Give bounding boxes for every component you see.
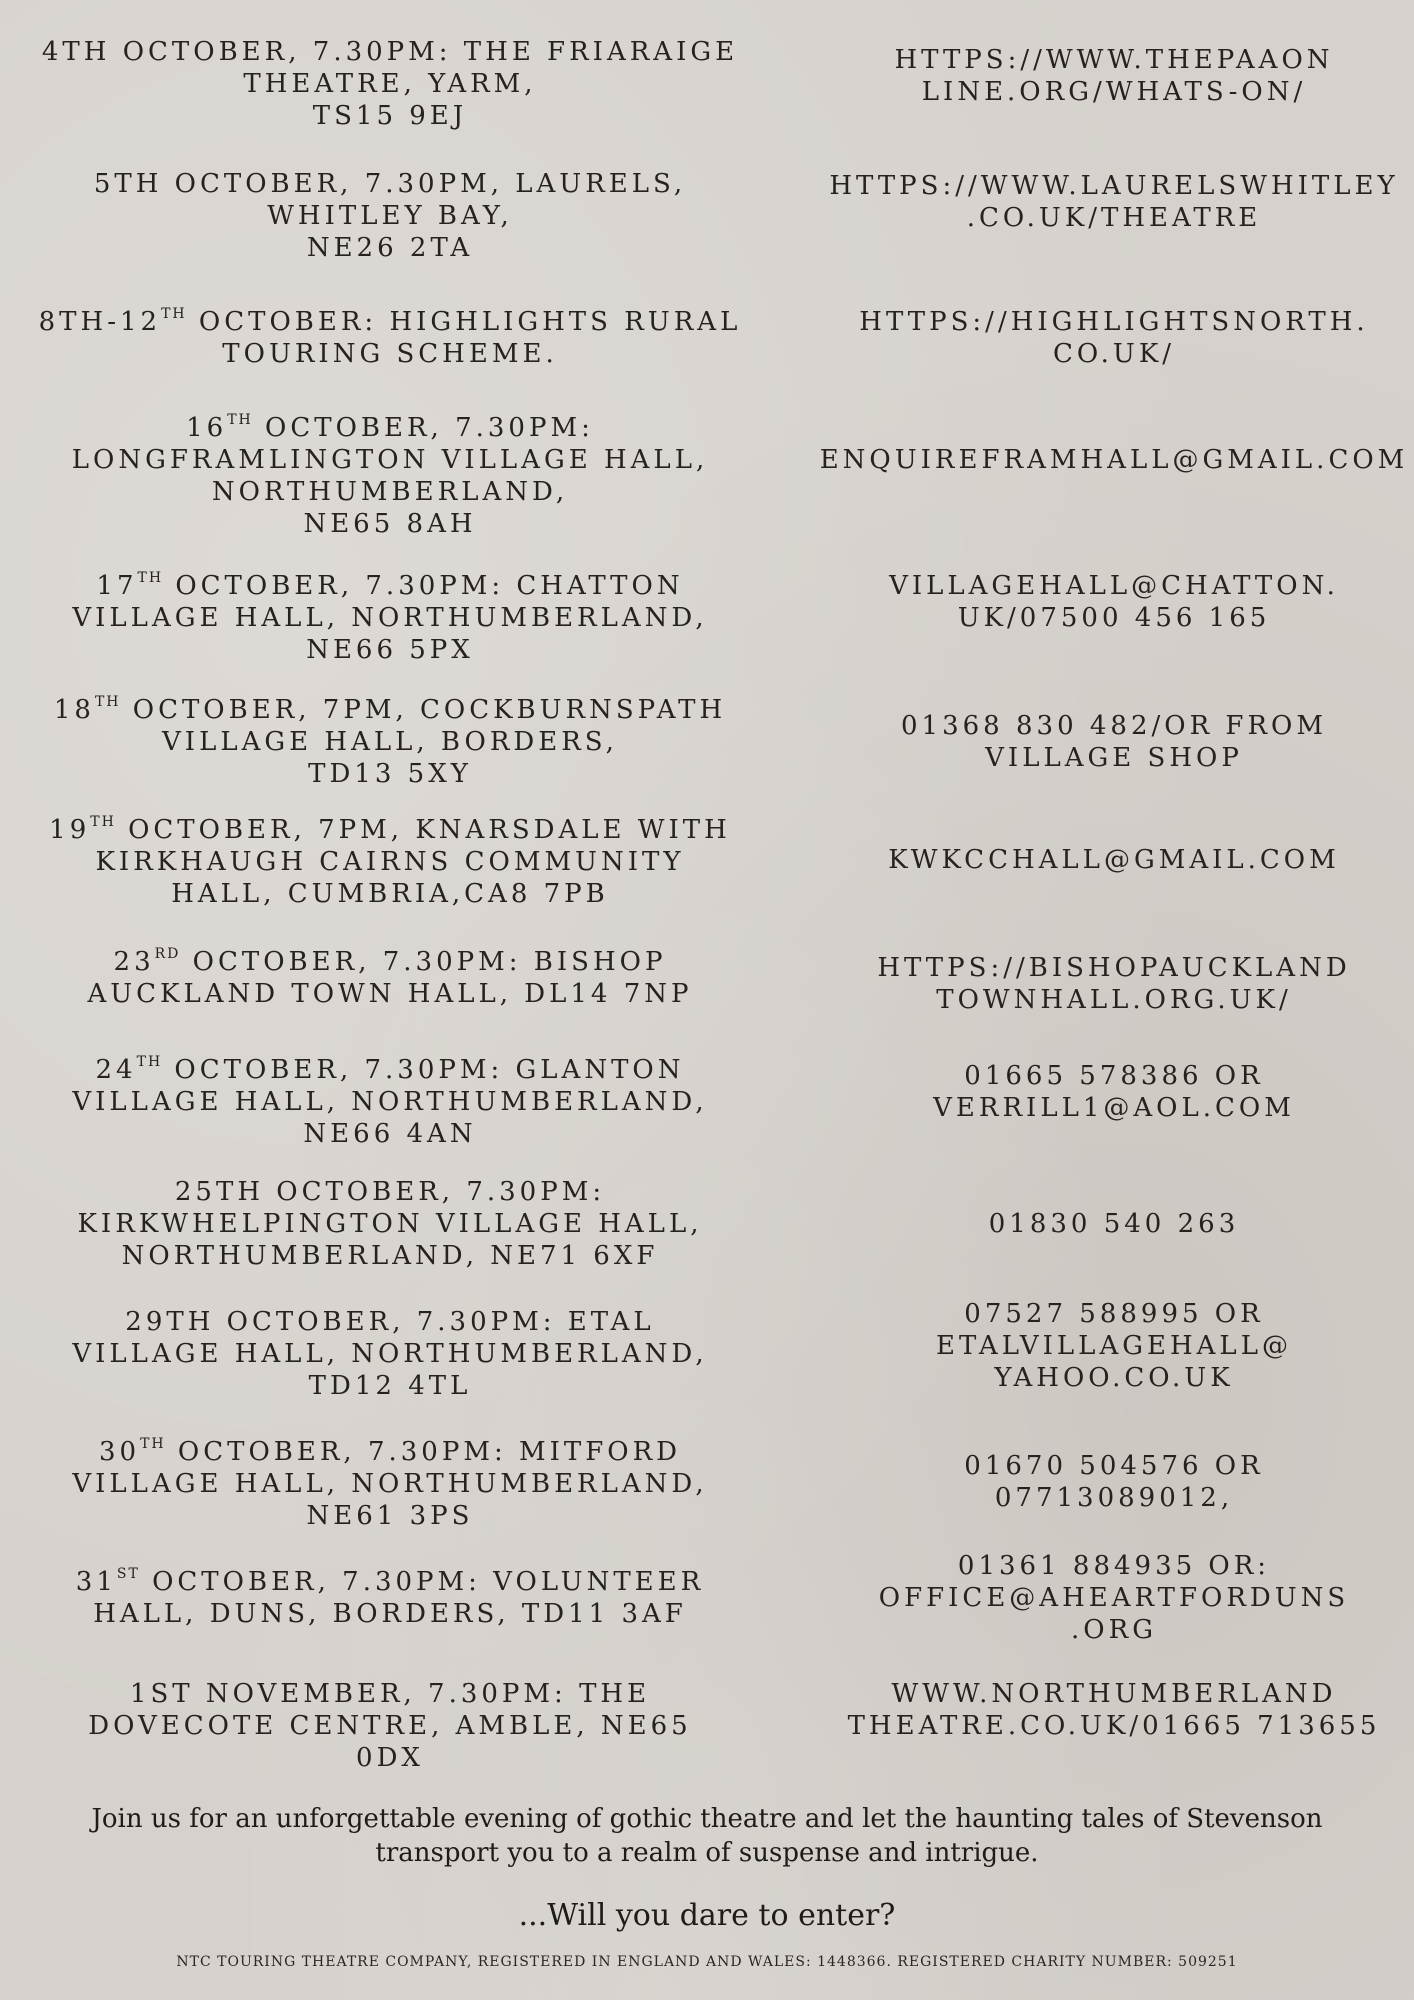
venue-line: 19TH OCTOBER, 7PM, KNARSDALE WITH xyxy=(49,814,731,845)
venue-line: TS15 9EJ xyxy=(312,101,468,131)
venue-line: VILLAGE HALL, NORTHUMBERLAND, xyxy=(72,603,708,633)
venue-line: 31ST OCTOBER, 7.30PM: VOLUNTEER xyxy=(75,1566,705,1597)
venue-line: NE65 8AH xyxy=(303,509,477,539)
venue-line: 1ST NOVEMBER, 7.30PM: THE xyxy=(129,1679,651,1709)
event-7-venue xyxy=(0,814,780,910)
event-12-contact xyxy=(814,1450,1414,1514)
venue-line: 4TH OCTOBER, 7.30PM: THE FRIARAIGE xyxy=(41,37,739,67)
venue-line: 30TH OCTOBER, 7.30PM: MITFORD xyxy=(98,1436,681,1467)
venue-line: 18TH OCTOBER, 7PM, COCKBURNSPATH xyxy=(53,694,727,725)
contact-line: YAHOO.CO.UK xyxy=(994,1363,1234,1393)
event-5-contact xyxy=(814,570,1414,634)
contact-line: THEATRE.CO.UK/01665 713655 xyxy=(847,1711,1381,1741)
event-8-contact xyxy=(814,952,1414,1016)
venue-line: 29TH OCTOBER, 7.30PM: ETAL xyxy=(125,1307,655,1337)
venue-line: HALL, CUMBRIA,CA8 7PB xyxy=(171,879,609,909)
contact-line: CO.UK/ xyxy=(1052,339,1176,369)
contact-line: ENQUIREFRAMHALL@GMAIL.COM xyxy=(819,445,1409,475)
contact-line: 07713089012, xyxy=(994,1483,1234,1513)
event-4-contact xyxy=(814,444,1414,476)
contact-line: .ORG xyxy=(1071,1615,1157,1645)
contact-line: KWKCCHALL@GMAIL.COM xyxy=(888,845,1340,875)
event-11-contact xyxy=(814,1298,1414,1394)
venue-line: NE66 4AN xyxy=(303,1119,477,1149)
venue-line: HALL, DUNS, BORDERS, TD11 3AF xyxy=(93,1599,687,1629)
venue-line: 5TH OCTOBER, 7.30PM, LAURELS, xyxy=(93,169,687,199)
event-3-contact xyxy=(814,306,1414,370)
venue-line: NE66 5PX xyxy=(306,635,474,665)
contact-line: 01368 830 482/OR FROM xyxy=(901,711,1327,741)
venue-line: TD13 5XY xyxy=(308,759,472,789)
event-14-venue xyxy=(0,1678,780,1774)
venue-line: NE61 3PS xyxy=(306,1501,474,1531)
venue-line: 17TH OCTOBER, 7.30PM: CHATTON xyxy=(96,570,684,601)
event-12-venue xyxy=(0,1436,780,1532)
venue-line: AUCKLAND TOWN HALL, DL14 7NP xyxy=(87,979,693,1009)
contact-line: 01830 540 263 xyxy=(988,1209,1240,1239)
contact-line: UK/07500 456 165 xyxy=(957,603,1271,633)
footer-registration: NTC TOURING THEATRE COMPANY, REGISTERED IN ENGLAND AND WALES: 1448366. REGISTERED CHARITY NUMBER: 509251 xyxy=(176,1954,1238,1970)
tagline-line: transport you to a realm of suspense and intrigue. xyxy=(375,1838,1039,1868)
event-8-venue xyxy=(0,946,780,1010)
tagline-line: Join us for an unforgettable evening of gothic theatre and let the haunting tales of Stevenson xyxy=(91,1804,1323,1834)
venue-line: THEATRE, YARM, xyxy=(243,69,537,99)
contact-line: .CO.UK/THEATRE xyxy=(966,203,1262,233)
venue-line: KIRKHAUGH CAIRNS COMMUNITY xyxy=(95,847,685,877)
venue-line: KIRKWHELPINGTON VILLAGE HALL, xyxy=(77,1209,703,1239)
event-4-venue xyxy=(0,412,780,540)
venue-line: 24TH OCTOBER, 7.30PM: GLANTON xyxy=(95,1054,685,1085)
event-7-contact xyxy=(814,844,1414,876)
event-5-venue xyxy=(0,570,780,666)
venue-line: NORTHUMBERLAND, NE71 6XF xyxy=(121,1241,659,1271)
venue-line: 0DX xyxy=(356,1743,424,1773)
event-13-venue xyxy=(0,1566,780,1630)
venue-line: 16TH OCTOBER, 7.30PM: xyxy=(186,412,594,443)
contact-line: HTTPS://HIGHLIGHTSNORTH. xyxy=(859,307,1369,337)
venue-line: VILLAGE HALL, NORTHUMBERLAND, xyxy=(72,1339,708,1369)
event-2-contact xyxy=(814,170,1414,234)
contact-line: 01361 884935 OR: xyxy=(957,1551,1271,1581)
contact-line: ETALVILLAGEHALL@ xyxy=(936,1331,1292,1361)
call-to-action: ...Will you dare to enter? xyxy=(518,1898,896,1933)
venue-line: 25TH OCTOBER, 7.30PM: xyxy=(174,1177,606,1207)
contact-line: 01665 578386 OR xyxy=(964,1061,1264,1091)
event-10-venue xyxy=(0,1176,780,1272)
event-3-venue xyxy=(0,306,780,370)
contact-line: WWW.NORTHUMBERLAND xyxy=(891,1679,1337,1709)
contact-line: HTTPS://WWW.THEPAAON xyxy=(894,45,1334,75)
event-1-contact xyxy=(814,44,1414,108)
venue-line: TD12 4TL xyxy=(308,1371,472,1401)
venue-line: VILLAGE HALL, BORDERS, xyxy=(162,727,618,757)
contact-line: HTTPS://WWW.LAURELSWHITLEY xyxy=(829,171,1399,201)
venue-line: 23RD OCTOBER, 7.30PM: BISHOP xyxy=(113,946,667,977)
venue-line: DOVECOTE CENTRE, AMBLE, NE65 xyxy=(88,1711,692,1741)
event-9-venue xyxy=(0,1054,780,1150)
event-6-contact xyxy=(814,710,1414,774)
contact-line: TOWNHALL.ORG.UK/ xyxy=(936,985,1292,1015)
event-11-venue xyxy=(0,1306,780,1402)
event-13-contact xyxy=(814,1550,1414,1646)
contact-line: VILLAGE SHOP xyxy=(985,743,1243,773)
venue-line: NORTHUMBERLAND, xyxy=(211,477,569,507)
contact-line: VERRILL1@AOL.COM xyxy=(933,1093,1295,1123)
contact-line: LINE.ORG/WHATS-ON/ xyxy=(921,77,1307,107)
venue-line: LONGFRAMLINGTON VILLAGE HALL, xyxy=(71,445,709,475)
venue-line: NE26 2TA xyxy=(306,233,474,263)
event-6-venue xyxy=(0,694,780,790)
tagline xyxy=(0,1802,1414,1870)
venue-line: 8TH-12TH OCTOBER: HIGHLIGHTS RURAL xyxy=(38,306,742,337)
venue-line: VILLAGE HALL, NORTHUMBERLAND, xyxy=(72,1469,708,1499)
event-10-contact xyxy=(814,1208,1414,1240)
event-2-venue xyxy=(0,168,780,264)
event-14-contact xyxy=(814,1678,1414,1742)
contact-line: 01670 504576 OR xyxy=(964,1451,1264,1481)
venue-line: TOURING SCHEME. xyxy=(222,339,558,369)
event-1-venue xyxy=(0,36,780,132)
contact-line: VILLAGEHALL@CHATTON. xyxy=(889,571,1339,601)
event-9-contact xyxy=(814,1060,1414,1124)
contact-line: HTTPS://BISHOPAUCKLAND xyxy=(877,953,1351,983)
contact-line: OFFICE@AHEARTFORDUNS xyxy=(878,1583,1350,1613)
venue-line: VILLAGE HALL, NORTHUMBERLAND, xyxy=(72,1087,708,1117)
contact-line: 07527 588995 OR xyxy=(964,1299,1264,1329)
venue-line: WHITLEY BAY, xyxy=(267,201,513,231)
